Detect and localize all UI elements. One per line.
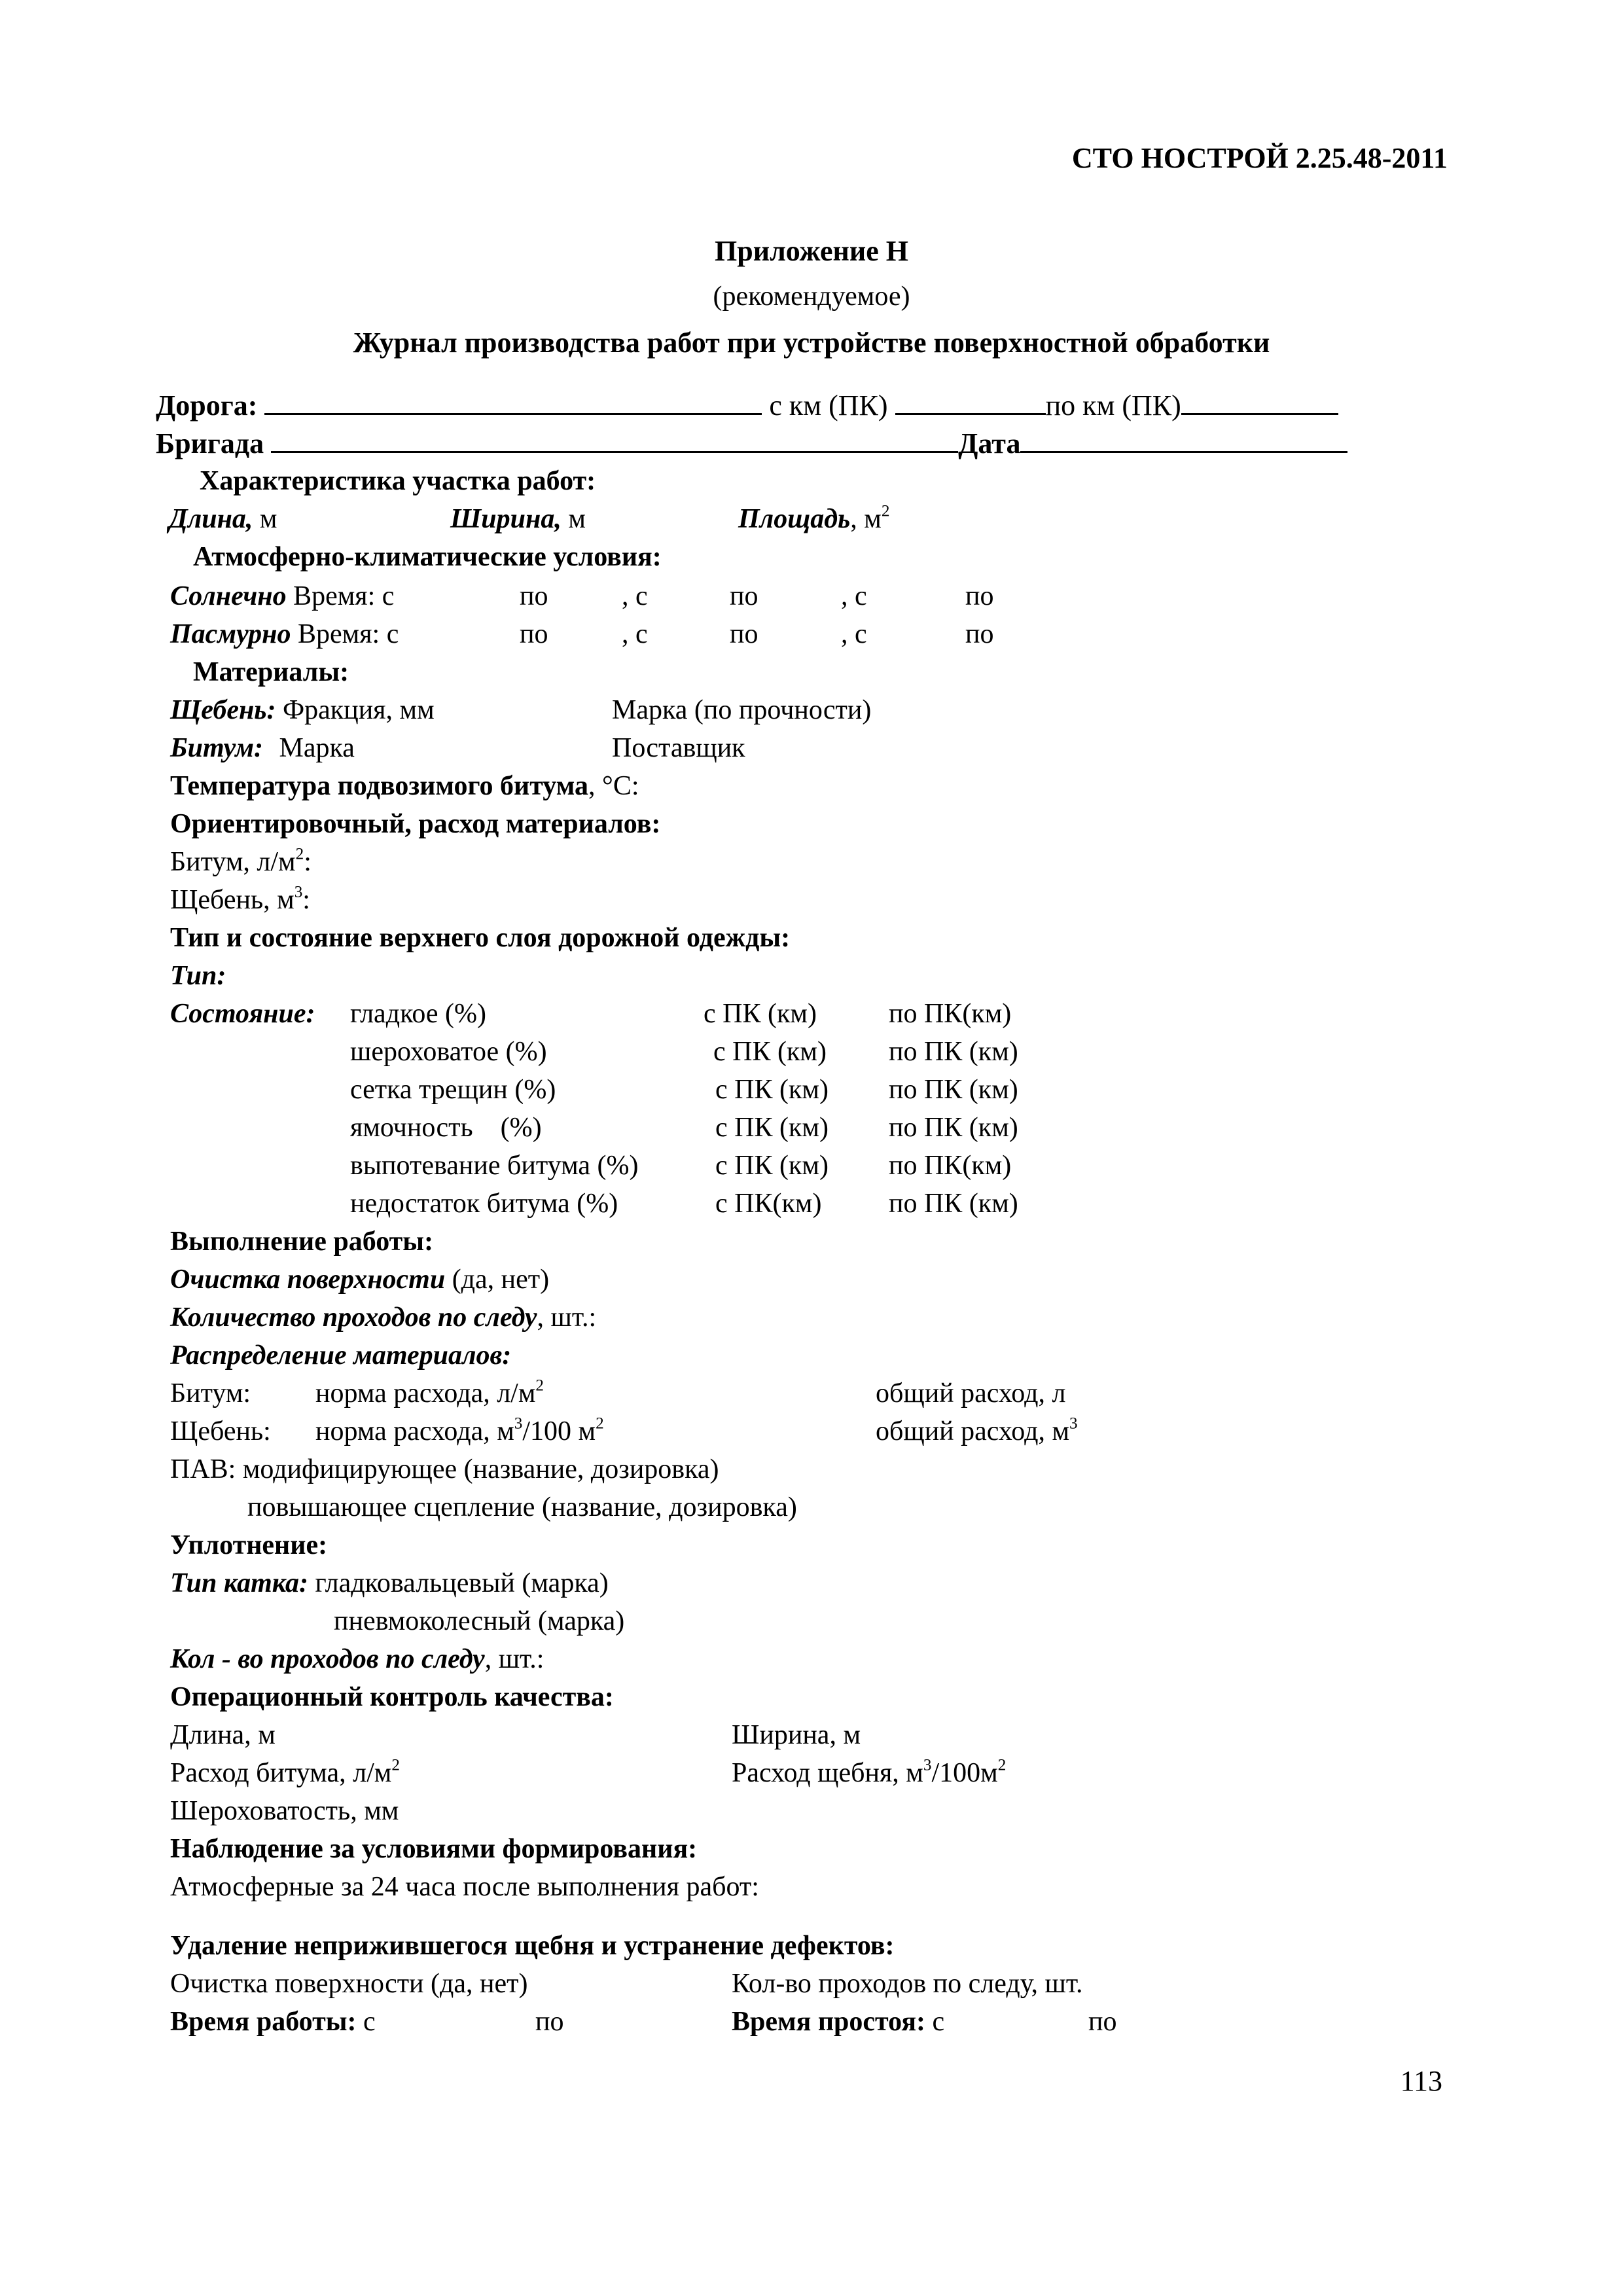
dist-gravel-norm-unit: /100 м: [522, 1416, 596, 1446]
work-time-from: с: [363, 2007, 376, 2037]
surface-row-from: с ПК (км): [715, 1113, 829, 1143]
dist-bitumen-total: общий расход, л: [876, 1378, 1066, 1408]
consumption-heading: Ориентировочный, расход материалов:: [170, 809, 661, 839]
surface-row-to: по ПК(км): [889, 1151, 1012, 1181]
dist-bitumen-label: Битум:: [170, 1378, 251, 1408]
weather-to-3: по: [965, 619, 994, 649]
idle-time-from: с: [932, 2007, 945, 2037]
brigade-label: Бригада: [156, 427, 264, 459]
road-to-field[interactable]: [1181, 410, 1338, 415]
bitumen-rate: [170, 845, 312, 877]
execution-passes: [170, 1304, 596, 1331]
pav-modifying: ПАВ: модифицирующее (название, дозировка): [170, 1454, 719, 1484]
dist-bitumen-norm-sup: 2: [535, 1376, 544, 1395]
work-time-label: Время работы:: [170, 2007, 357, 2037]
weather-to-1: по: [520, 581, 548, 611]
bitumen-temp-label: Температура подвозимого битума: [170, 771, 589, 801]
cleaning-options: (да, нет): [452, 1265, 550, 1295]
weather-row: [170, 583, 394, 610]
gravel-rate-sup: 3: [294, 883, 303, 901]
surface-row-name: гладкое (%): [350, 999, 486, 1029]
appendix-note: (рекомендуемое): [713, 281, 910, 312]
idle-time-label: Время простоя:: [732, 2007, 926, 2037]
surface-row-from: с ПК (км): [704, 999, 817, 1029]
weather-from-3: , с: [841, 581, 867, 611]
site-length-unit: м: [259, 504, 277, 534]
roller-row: [170, 1570, 609, 1597]
surface-state-label: Состояние:: [170, 999, 315, 1029]
quality-heading: Операционный контроль качества:: [170, 1682, 614, 1712]
dist-gravel-norm-text: норма расхода, м: [315, 1416, 514, 1446]
journal-title: Журнал производства работ при устройстве поверхностной обработки: [353, 327, 1270, 359]
roller-label: Тип катка:: [170, 1568, 309, 1598]
bitumen-rate-sup: 2: [295, 845, 304, 863]
brigade-row: [156, 429, 1347, 458]
surface-row-name: шероховатое (%): [350, 1037, 547, 1067]
surface-row-name: сетка трещин (%): [350, 1075, 556, 1105]
gravel-row: [170, 696, 435, 724]
observation-heading: Наблюдение за условиями формирования:: [170, 1834, 698, 1864]
roller-pneumatic: пневмоколесный (марка): [334, 1606, 625, 1636]
surface-row-to: по ПК (км): [889, 1189, 1018, 1219]
road-from-field[interactable]: [895, 410, 1046, 415]
compaction-passes-unit: , шт.:: [484, 1644, 544, 1674]
page-number: 113: [1400, 2065, 1442, 2097]
quality-gravel-sup2: 2: [997, 1756, 1007, 1774]
gravel-fraction: Фракция, мм: [282, 695, 435, 725]
weather-from-2: , с: [622, 581, 648, 611]
quality-width: Ширина, м: [732, 1720, 861, 1750]
compaction-passes: [170, 1645, 544, 1673]
gravel-rate: [170, 883, 310, 915]
bitumen-label: Битум:: [170, 733, 264, 763]
road-label: Дорога:: [156, 389, 258, 422]
passes-label: Количество проходов по следу: [170, 1302, 537, 1333]
work-time: [170, 2008, 376, 2036]
site-width-label: Ширина,: [450, 504, 562, 534]
surface-row-name: выпотевание битума (%): [350, 1151, 639, 1181]
quality-bitumen: [170, 1756, 400, 1788]
surface-row-from: с ПК(км): [715, 1189, 822, 1219]
observation-text: Атмосферные за 24 часа после выполнения работ:: [170, 1872, 759, 1902]
bitumen-temp: [170, 772, 639, 800]
road-from-label: с км (ПК): [769, 389, 888, 422]
site-width: [450, 505, 586, 533]
quality-gravel-text: Расход щебня, м: [732, 1758, 923, 1788]
gravel-rate-text: Щебень, м: [170, 885, 294, 915]
weather-time: Время: с: [298, 619, 399, 649]
site-area-label: Площадь: [738, 504, 851, 534]
surface-heading: Тип и состояние верхнего слоя дорожной одежды:: [170, 923, 791, 953]
bitumen-rate-colon: :: [304, 847, 312, 877]
road-name-field[interactable]: [264, 410, 762, 415]
site-area: [738, 502, 890, 534]
dist-gravel-norm-sup2: 2: [596, 1414, 604, 1433]
weather-row: [170, 620, 399, 648]
weather-label: Солнечно: [170, 581, 287, 611]
compaction-passes-label: Кол - во проходов по следу: [170, 1644, 485, 1674]
pav-adhesion: повышающее сцепление (название, дозировка): [247, 1492, 797, 1522]
dist-gravel-norm: [315, 1414, 604, 1446]
weather-from-3: , с: [841, 619, 867, 649]
quality-bitumen-text: Расход битума, л/м: [170, 1758, 392, 1788]
idle-time-to: по: [1088, 2007, 1117, 2037]
weather-to-1: по: [520, 619, 548, 649]
cleaning-label: Очистка поверхности: [170, 1265, 446, 1295]
distribution-heading: Распределение материалов:: [170, 1340, 512, 1371]
brigade-field[interactable]: [271, 448, 958, 453]
bitumen-grade: Марка: [279, 733, 355, 763]
surface-row-to: по ПК (км): [889, 1037, 1018, 1067]
gravel-strength: Марка (по прочности): [612, 695, 872, 725]
site-area-unit: , м: [850, 504, 882, 534]
surface-row-name: недостаток битума (%): [350, 1189, 618, 1219]
dist-gravel-total: [876, 1414, 1078, 1446]
road-to-label: по км (ПК): [1045, 389, 1181, 422]
quality-gravel: [732, 1756, 1007, 1788]
site-width-unit: м: [568, 504, 586, 534]
removal-cleaning: Очистка поверхности (да, нет): [170, 1969, 528, 1999]
weather-to-2: по: [730, 619, 758, 649]
date-label: Дата: [958, 427, 1021, 459]
quality-gravel-unit: /100м: [931, 1758, 998, 1788]
site-area-sup: 2: [881, 502, 890, 520]
surface-type-label: Тип:: [170, 961, 226, 991]
weather-to-3: по: [965, 581, 994, 611]
bitumen-rate-text: Битум, л/м: [170, 847, 296, 877]
dist-bitumen-norm: [315, 1376, 544, 1408]
weather-label: Пасмурно: [170, 619, 291, 649]
bitumen-row: [170, 734, 355, 762]
execution-heading: Выполнение работы:: [170, 1227, 434, 1257]
work-time-to: по: [535, 2007, 564, 2037]
surface-row-name: ямочность (%): [350, 1113, 542, 1143]
roller-smooth: гладковальцевый (марка): [315, 1568, 609, 1598]
passes-unit: , шт.:: [537, 1302, 597, 1333]
weather-from-2: , с: [622, 619, 648, 649]
surface-row-to: по ПК(км): [889, 999, 1012, 1029]
bitumen-supplier: Поставщик: [612, 733, 745, 763]
road-row: [156, 391, 1338, 420]
quality-bitumen-sup: 2: [391, 1756, 400, 1774]
weather-time: Время: с: [293, 581, 395, 611]
surface-row-to: по ПК (км): [889, 1113, 1018, 1143]
dist-gravel-label: Щебень:: [170, 1416, 271, 1446]
dist-gravel-total-sup: 3: [1069, 1414, 1078, 1433]
surface-row-from: с ПК (км): [715, 1151, 829, 1181]
removal-heading: Удаление неприжившегося щебня и устранение дефектов:: [170, 1931, 895, 1961]
quality-gravel-sup: 3: [923, 1756, 932, 1774]
surface-row-from: с ПК (км): [715, 1075, 829, 1105]
idle-time: [732, 2008, 944, 2036]
gravel-rate-colon: :: [302, 885, 310, 915]
site-heading: Характеристика участка работ:: [200, 466, 596, 496]
appendix-title: Приложение Н: [715, 235, 908, 267]
surface-row-from: с ПК (км): [713, 1037, 827, 1067]
dist-gravel-total-text: общий расход, м: [876, 1416, 1070, 1446]
date-field[interactable]: [1020, 448, 1347, 453]
dist-bitumen-norm-text: норма расхода, л/м: [315, 1378, 536, 1408]
weather-heading: Атмосферно-климатические условия:: [193, 542, 662, 572]
execution-cleaning: [170, 1266, 549, 1293]
site-length: [169, 505, 277, 533]
weather-to-2: по: [730, 581, 758, 611]
bitumen-temp-unit: , °С:: [588, 771, 639, 801]
materials-heading: Материалы:: [193, 657, 349, 687]
removal-passes: Кол-во проходов по следу, шт.: [732, 1969, 1083, 1999]
compaction-heading: Уплотнение:: [170, 1530, 328, 1560]
gravel-label: Щебень:: [170, 695, 276, 725]
quality-roughness: Шероховатость, мм: [170, 1796, 399, 1826]
quality-length: Длина, м: [170, 1720, 276, 1750]
dist-gravel-norm-sup: 3: [514, 1414, 523, 1433]
surface-row-to: по ПК (км): [889, 1075, 1018, 1105]
site-length-label: Длина,: [169, 504, 253, 534]
document-code: СТО НОСТРОЙ 2.25.48-2011: [1071, 142, 1448, 174]
